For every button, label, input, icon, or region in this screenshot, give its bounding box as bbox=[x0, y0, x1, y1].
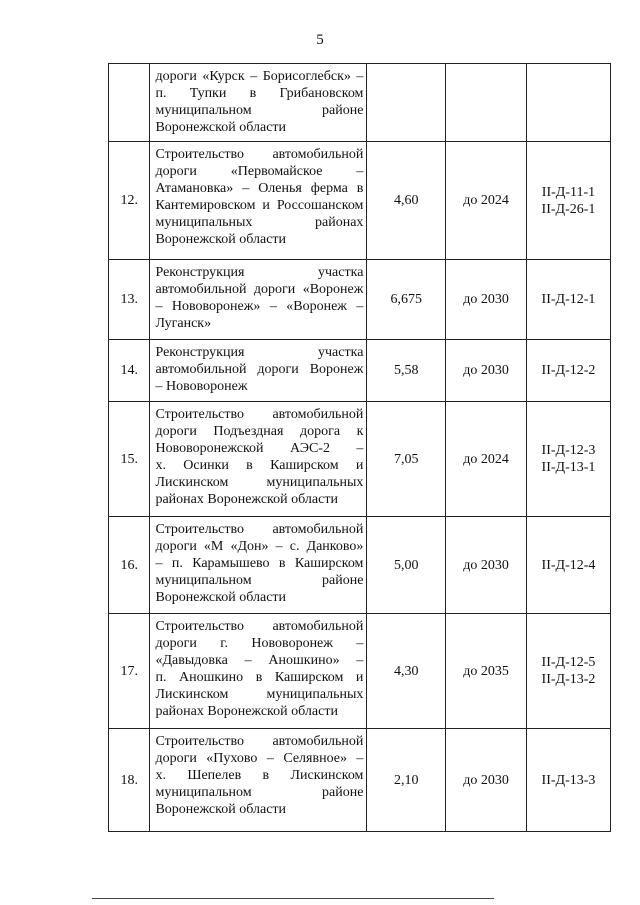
length-value bbox=[367, 64, 446, 142]
deadline-value: до 2030 bbox=[446, 340, 527, 402]
object-name-line: муниципальном районе bbox=[155, 785, 364, 800]
deadline-value: до 2024 bbox=[446, 402, 527, 517]
object-codes bbox=[526, 64, 610, 142]
object-codes bbox=[526, 142, 610, 260]
deadline-value: до 2030 bbox=[446, 260, 527, 340]
table-row bbox=[109, 614, 611, 729]
object-name-line: п. Тупки в Грибановском bbox=[155, 86, 364, 101]
length-value: 6,675 bbox=[367, 260, 446, 340]
object-name bbox=[150, 64, 367, 142]
object-code: II-Д-12-4 bbox=[541, 557, 596, 573]
length-value: 4,60 bbox=[367, 142, 446, 260]
object-name-line: п. Аношкино в Каширском и bbox=[155, 670, 364, 685]
object-name-line: х. Осинки в Каширском и bbox=[155, 458, 364, 473]
object-name bbox=[150, 614, 367, 729]
object-name bbox=[150, 402, 367, 517]
row-number: 17. bbox=[109, 614, 150, 729]
object-name-line: Воронежской области bbox=[155, 120, 287, 135]
table-row bbox=[109, 64, 611, 142]
object-name-line: «Давыдовка – Аношкино» – bbox=[155, 653, 364, 668]
row-number: 18. bbox=[109, 729, 150, 832]
object-code: II-Д-26-1 bbox=[541, 201, 596, 217]
object-name-line: Строительство автомобильной bbox=[155, 522, 364, 537]
object-name-line: Лискинском муниципальных bbox=[155, 687, 364, 702]
object-name-line: дороги «М «Дон» – с. Данково» bbox=[155, 539, 364, 554]
row-number: 13. bbox=[109, 260, 150, 340]
object-name-line: Лискинском муниципальных bbox=[155, 475, 364, 490]
object-name-line: районах Воронежской области bbox=[155, 704, 338, 719]
object-name-line: Воронежской области bbox=[155, 590, 287, 605]
object-name-line: Строительство автомобильной bbox=[155, 619, 364, 634]
object-name-line: Реконструкция участка bbox=[155, 345, 364, 360]
page-number: 5 bbox=[316, 32, 324, 48]
object-codes bbox=[526, 260, 610, 340]
object-name-line: дороги «Первомайское – bbox=[155, 164, 364, 179]
object-name bbox=[150, 340, 367, 402]
object-name-line: Луганск» bbox=[155, 316, 212, 331]
object-name-line: Воронежской области bbox=[155, 232, 287, 247]
object-code: II-Д-11-1 bbox=[541, 184, 596, 200]
object-name bbox=[150, 260, 367, 340]
row-number: 14. bbox=[109, 340, 150, 402]
object-name-line: автомобильной дороги Воронеж bbox=[155, 362, 364, 377]
object-name-line: Атамановка» – Оленья ферма в bbox=[155, 181, 364, 196]
object-name bbox=[150, 517, 367, 614]
object-code: II-Д-12-1 bbox=[541, 292, 596, 307]
table-row bbox=[109, 340, 611, 402]
road-construction-table bbox=[108, 63, 611, 832]
object-name-line: Реконструкция участка bbox=[155, 265, 364, 280]
object-codes bbox=[526, 729, 610, 832]
object-name-line: Нововоронежской АЭС-2 – bbox=[155, 441, 364, 456]
object-code: II-Д-12-3 bbox=[541, 443, 596, 458]
row-number: 12. bbox=[109, 142, 150, 260]
row-number bbox=[109, 64, 150, 142]
object-name-line: Строительство автомобильной bbox=[155, 147, 364, 162]
table-row bbox=[109, 517, 611, 614]
object-name-line: Воронежской области bbox=[155, 802, 287, 817]
footer-rule bbox=[92, 898, 494, 899]
object-code: II-Д-13-3 bbox=[541, 772, 596, 788]
deadline-value: до 2024 bbox=[446, 142, 527, 260]
object-name-line: дороги «Пухово – Селявное» – bbox=[155, 751, 364, 766]
object-name bbox=[150, 729, 367, 832]
object-name-line: муниципальном районе bbox=[155, 103, 364, 118]
object-name-line: районах Воронежской области bbox=[155, 492, 338, 507]
object-name-line: Строительство автомобильной bbox=[155, 407, 364, 422]
object-code: II-Д-13-2 bbox=[541, 672, 596, 687]
deadline-value: до 2030 bbox=[446, 517, 527, 614]
length-value: 7,05 bbox=[367, 402, 446, 517]
table-row bbox=[109, 402, 611, 517]
object-name-line: дороги Подъездная дорога к bbox=[155, 424, 364, 439]
object-code: II-Д-13-1 bbox=[541, 460, 596, 475]
length-value: 2,10 bbox=[367, 729, 446, 832]
object-codes bbox=[526, 517, 610, 614]
table-body bbox=[109, 64, 611, 832]
table-row bbox=[109, 729, 611, 832]
object-name-line: – п. Карамышево в Каширском bbox=[155, 556, 364, 571]
length-value: 5,00 bbox=[367, 517, 446, 614]
object-codes bbox=[526, 614, 610, 729]
object-name-line: дороги «Курск – Борисоглебск» – bbox=[155, 69, 364, 84]
object-name-line: муниципальном районе bbox=[155, 573, 364, 588]
object-name-line: Кантемировском и Россошанском bbox=[155, 198, 364, 213]
object-codes bbox=[526, 402, 610, 517]
deadline-value: до 2030 bbox=[446, 729, 527, 832]
length-value: 4,30 bbox=[367, 614, 446, 729]
deadline-value bbox=[446, 64, 527, 142]
object-name-line: – Нововоронеж bbox=[155, 379, 248, 394]
object-code: II-Д-12-2 bbox=[541, 363, 596, 378]
row-number: 16. bbox=[109, 517, 150, 614]
object-code: II-Д-12-5 bbox=[541, 655, 596, 670]
object-name-line: дороги г. Нововоронеж – bbox=[155, 636, 364, 651]
table-row bbox=[109, 142, 611, 260]
object-codes bbox=[526, 340, 610, 402]
table-row bbox=[109, 260, 611, 340]
row-number: 15. bbox=[109, 402, 150, 517]
object-name-line: х. Шепелев в Лискинском bbox=[155, 768, 364, 783]
object-name-line: муниципальных районах bbox=[155, 215, 364, 230]
object-name bbox=[150, 142, 367, 260]
object-name-line: – Нововоронеж» – «Воронеж – bbox=[155, 299, 364, 314]
object-name-line: автомобильной дороги «Воронеж bbox=[155, 282, 364, 297]
object-name-line: Строительство автомобильной bbox=[155, 734, 364, 749]
length-value: 5,58 bbox=[367, 340, 446, 402]
deadline-value: до 2035 bbox=[446, 614, 527, 729]
